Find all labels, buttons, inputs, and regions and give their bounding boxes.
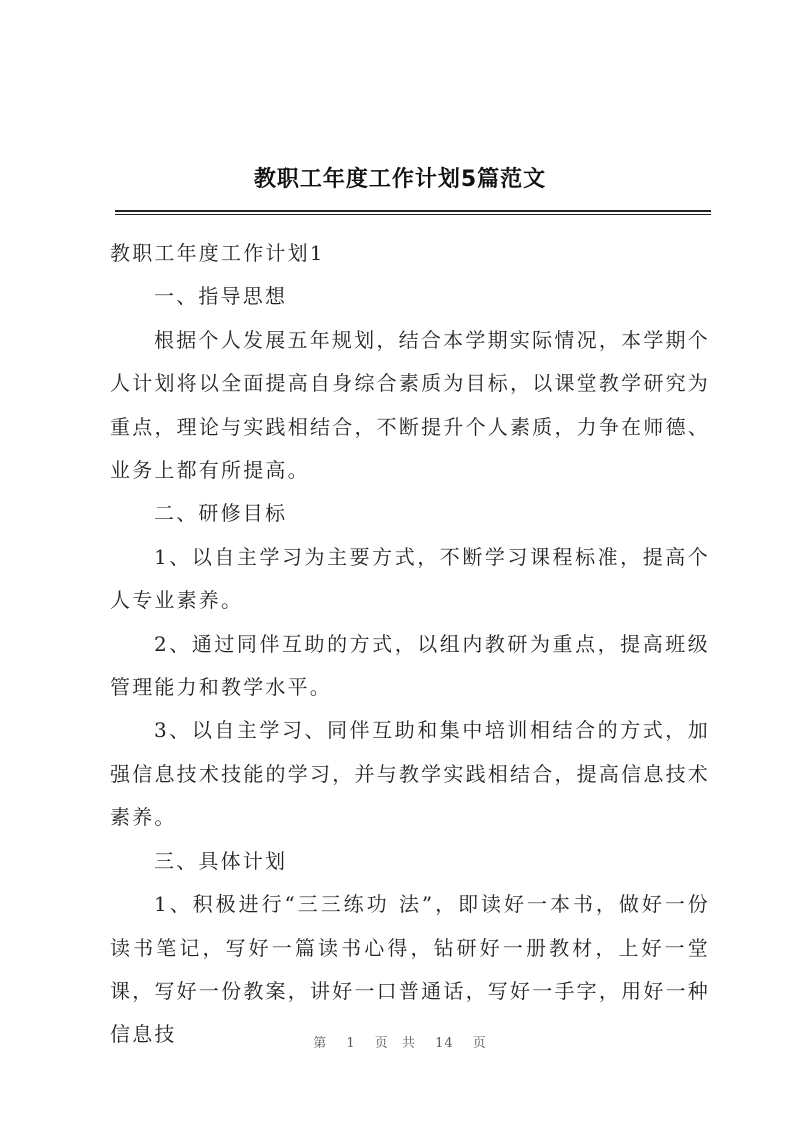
footer-label-end: 页 xyxy=(472,1036,487,1051)
paragraph: 2、通过同伴互助的方式，以组内教研为重点，提高班级管理能力和教学水平。 xyxy=(110,631,710,700)
paragraph: 根据个人发展五年规划，结合本学期实际情况，本学期个人计划将以全面提高自身综合素质为目标，以课堂教学研究为重点，理论与实践相结合，不断提升个人素质，力争在师德、业务上都有所提高。 xyxy=(110,327,710,483)
footer-label-page: 第 xyxy=(313,1036,328,1051)
paragraph: 1、以自主学习为主要方式，不断学习课程标准，提高个人专业素养。 xyxy=(110,544,710,613)
footer-current-page: 1 xyxy=(346,1036,356,1051)
title-divider-thin xyxy=(115,214,711,215)
footer-label-of: 页 共 xyxy=(374,1036,416,1051)
section-heading: 教职工年度工作计划1 xyxy=(110,241,325,265)
footer-total-pages: 14 xyxy=(435,1036,454,1051)
page-footer xyxy=(0,1032,800,1051)
subheading-goals: 二、研修目标 xyxy=(154,501,288,526)
paragraph: 3、以自主学习、同伴互助和集中培训相结合的方式，加强信息技术技能的学习，并与教学实践相结合，提高信息技术素养。 xyxy=(110,718,710,830)
paragraph: 1、积极进行“三三练功 法”，即读好一本书，做好一份读书笔记，写好一篇读书心得，钻研好一册教材，上好一堂课，写好一份教案，讲好一口普通话，写好一手字，用好一种信息技 xyxy=(110,892,710,1047)
document-body xyxy=(110,232,710,1057)
subheading-plan: 三、具体计划 xyxy=(154,848,288,873)
document-title: 教职工年度工作计划5篇范文 xyxy=(253,167,547,192)
title-divider-thick xyxy=(115,210,711,212)
subheading-guiding-thought: 一、指导思想 xyxy=(154,284,288,309)
